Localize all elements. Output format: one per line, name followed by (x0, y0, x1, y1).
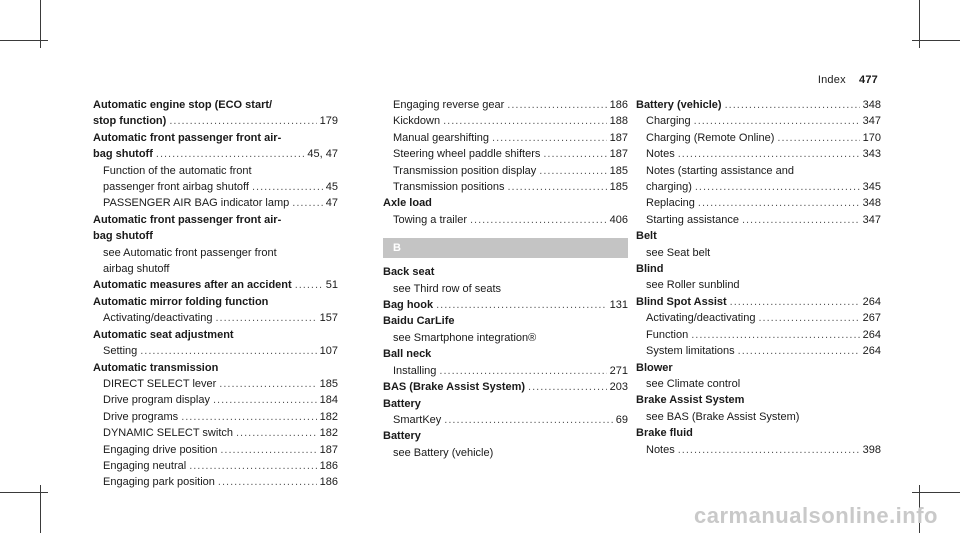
page-reference: 51 (325, 279, 338, 292)
entry-text: Activating/deactivating (103, 312, 213, 325)
index-subentry (636, 163, 881, 196)
entry-text: DYNAMIC SELECT switch (103, 427, 233, 440)
page-reference: 182 (319, 427, 338, 440)
entry-text: airbag shutoff (103, 263, 170, 276)
entry-text: passenger front airbag shutoff (103, 181, 249, 194)
index-subentry (93, 425, 338, 441)
entry-text: Belt (636, 230, 657, 243)
page-reference: 271 (609, 364, 628, 377)
dot-leader (678, 146, 860, 162)
entry-text: bag shutoff (93, 148, 153, 161)
index-subentry (383, 97, 628, 113)
entry-text: Back seat (383, 266, 435, 279)
entry-text: Battery (vehicle) (636, 99, 722, 111)
index-subentry (93, 163, 338, 196)
page-header (818, 74, 878, 86)
page-reference: 184 (319, 394, 338, 407)
entry-text: Blind (636, 263, 664, 276)
entry-text: System limitations (646, 345, 735, 358)
dot-leader (181, 409, 316, 425)
entry-text: see Automatic front passenger front (103, 246, 277, 259)
dot-leader (539, 163, 606, 179)
index-subentry (636, 327, 881, 343)
entry-text: see Roller sunblind (646, 279, 740, 292)
page-reference: 179 (319, 115, 338, 128)
dot-leader (169, 113, 316, 129)
entry-text: charging) (646, 181, 692, 194)
page-reference: 188 (609, 115, 628, 128)
entry-text: Blower (636, 361, 673, 374)
entry-text: stop function) (93, 115, 167, 128)
dot-leader (236, 425, 317, 441)
page-reference: 185 (319, 377, 338, 390)
entry-text: Baidu CarLife (383, 315, 455, 328)
page-reference: 398 (862, 443, 881, 456)
page-reference: 348 (862, 197, 881, 210)
dot-leader (742, 212, 860, 228)
page-reference: 45 (325, 181, 338, 194)
page-reference: 187 (319, 443, 338, 456)
dot-leader (252, 179, 323, 195)
index-entry (93, 327, 338, 343)
dot-leader (725, 97, 860, 113)
page-reference: 69 (615, 413, 628, 426)
index-entry (93, 294, 338, 310)
entry-text: Manual gearshifting (393, 131, 490, 144)
dot-leader (443, 113, 607, 129)
dot-leader (738, 343, 860, 359)
page-reference: 187 (609, 148, 628, 161)
index-subentry (383, 412, 628, 428)
index-subentry (93, 474, 338, 490)
index-entry (383, 346, 628, 362)
index-subentry (636, 277, 881, 293)
index-entry (383, 379, 628, 395)
page-reference: 187 (609, 131, 628, 144)
index-entry (636, 261, 881, 277)
index-entry (93, 360, 338, 376)
dot-leader (691, 327, 859, 343)
index-subentry (383, 212, 628, 228)
crop-mark (912, 40, 960, 41)
index-subentry (93, 376, 338, 392)
entry-text: bag shutoff (93, 230, 153, 243)
dot-leader (219, 376, 316, 392)
page-reference: 348 (862, 99, 881, 111)
page-reference: 186 (319, 476, 338, 489)
index-entry (636, 294, 881, 310)
dot-leader (295, 277, 323, 293)
dot-leader (218, 474, 317, 490)
page-reference: 170 (862, 131, 881, 144)
dot-leader (695, 179, 860, 195)
index-entry (383, 396, 628, 412)
dot-leader (528, 379, 607, 395)
page-reference: 203 (609, 381, 628, 394)
entry-text: see BAS (Brake Assist System) (646, 410, 800, 423)
index-column-3 (636, 97, 881, 458)
page-reference: 47 (325, 197, 338, 210)
dot-leader (730, 294, 860, 310)
entry-text: SmartKey (393, 413, 442, 426)
dot-leader (678, 442, 860, 458)
dot-leader (507, 97, 606, 113)
entry-text: Engaging drive position (103, 443, 218, 456)
page-reference: 186 (609, 99, 628, 111)
index-entry (383, 195, 628, 211)
entry-text: Installing (393, 364, 437, 377)
entry-text: Function (646, 328, 689, 341)
entry-text: BAS (Brake Assist System) (383, 381, 526, 394)
dot-leader (758, 310, 859, 326)
page-reference: 264 (862, 345, 881, 358)
dot-leader (156, 146, 305, 162)
letter-section-header: B (383, 238, 628, 258)
entry-text: Automatic seat adjustment (93, 328, 234, 341)
page-reference: 264 (862, 328, 881, 341)
page-reference: 406 (609, 213, 628, 226)
index-subentry (93, 343, 338, 359)
crop-mark (0, 40, 48, 41)
dot-leader (543, 146, 606, 162)
entry-text: Engaging park position (103, 476, 215, 489)
entry-text: Axle load (383, 197, 432, 210)
entry-text: Steering wheel paddle shifters (393, 148, 541, 161)
entry-text: Bag hook (383, 299, 434, 312)
index-column-1 (93, 97, 338, 491)
entry-text: Starting assistance (646, 213, 739, 226)
entry-text: Engaging neutral (103, 459, 187, 472)
page-reference: 347 (862, 213, 881, 226)
entry-text: Notes (starting assistance and (646, 164, 794, 177)
page-reference: 45, 47 (307, 148, 338, 161)
entry-text: Transmission position display (393, 164, 537, 177)
index-subentry (636, 130, 881, 146)
page-reference: 345 (862, 181, 881, 194)
entry-text: see Seat belt (646, 246, 711, 259)
index-subentry (93, 195, 338, 211)
index-entry (383, 297, 628, 313)
index-entry (383, 264, 628, 280)
dot-leader (470, 212, 607, 228)
entry-text: Automatic mirror folding function (93, 295, 269, 308)
header-label: Index (817, 74, 846, 86)
index-entry (93, 212, 338, 245)
dot-leader (439, 363, 606, 379)
entry-text: Automatic transmission (93, 361, 219, 374)
entry-text: Function of the automatic front (103, 164, 252, 177)
entry-text: Automatic front passenger front air- (93, 131, 282, 144)
entry-text: see Third row of seats (393, 282, 502, 295)
index-entry (383, 428, 628, 444)
index-subentry (636, 343, 881, 359)
dot-leader (189, 458, 316, 474)
dot-leader (292, 195, 322, 211)
index-subentry (93, 409, 338, 425)
index-subentry (636, 409, 881, 425)
entry-text: Replacing (646, 197, 695, 210)
index-entry (93, 277, 338, 293)
index-column-2 (383, 97, 628, 461)
index-subentry (93, 442, 338, 458)
index-subentry (636, 146, 881, 162)
page-reference: 343 (862, 148, 881, 161)
entry-text: Activating/deactivating (646, 312, 756, 325)
page-reference: 131 (609, 299, 628, 312)
dot-leader (220, 442, 316, 458)
entry-text: Charging (Remote Online) (646, 131, 775, 144)
page-reference: 157 (319, 312, 338, 325)
index-subentry (383, 281, 628, 297)
entry-text: Ball neck (383, 348, 432, 361)
index-entry (636, 97, 881, 113)
entry-text: see Climate control (646, 377, 741, 390)
index-entry (636, 392, 881, 408)
entry-text: Brake fluid (636, 427, 693, 440)
index-entry (383, 313, 628, 329)
entry-text: Battery (383, 397, 421, 410)
entry-text: Notes (646, 443, 675, 456)
entry-text: see Smartphone integration® (393, 331, 537, 344)
page-reference: 185 (609, 164, 628, 177)
page-reference: 107 (319, 345, 338, 358)
entry-text: Brake Assist System (636, 394, 745, 407)
dot-leader (492, 130, 607, 146)
entry-text: DIRECT SELECT lever (103, 377, 217, 390)
entry-text: Engaging reverse gear (393, 99, 505, 111)
index-subentry (383, 363, 628, 379)
dot-leader (507, 179, 606, 195)
page-reference: 267 (862, 312, 881, 325)
index-subentry (636, 245, 881, 261)
page-number: 477 (859, 74, 878, 86)
index-subentry (383, 113, 628, 129)
index-subentry (93, 310, 338, 326)
entry-text: Battery (383, 430, 421, 443)
watermark: carmanualsonline.info (694, 503, 938, 528)
crop-mark (912, 492, 960, 493)
index-subentry (636, 310, 881, 326)
entry-text: Towing a trailer (393, 213, 467, 226)
entry-text: Drive program display (103, 394, 210, 407)
dot-leader (215, 310, 316, 326)
entry-text: Drive programs (103, 410, 179, 423)
page-reference: 186 (319, 459, 338, 472)
entry-text: Notes (646, 148, 675, 161)
index-subentry (383, 179, 628, 195)
index-entry (636, 360, 881, 376)
dot-leader (436, 297, 607, 313)
page-reference: 182 (319, 410, 338, 423)
index-subentry (636, 376, 881, 392)
page-reference: 264 (862, 295, 881, 308)
index-subentry (383, 330, 628, 346)
entry-text: Automatic front passenger front air- (93, 213, 282, 226)
index-entry (636, 425, 881, 441)
dot-leader (694, 113, 860, 129)
index-subentry (636, 195, 881, 211)
entry-text: PASSENGER AIR BAG indicator lamp (103, 197, 290, 210)
dot-leader (698, 195, 860, 211)
entry-text: Charging (646, 115, 691, 128)
dot-leader (140, 343, 316, 359)
dot-leader (777, 130, 859, 146)
index-subentry (383, 130, 628, 146)
page-reference: 185 (609, 181, 628, 194)
entry-text: Setting (103, 345, 138, 358)
index-subentry (383, 163, 628, 179)
index-subentry (636, 442, 881, 458)
index-entry (93, 130, 338, 163)
dot-leader (213, 392, 317, 408)
index-subentry (93, 245, 338, 278)
entry-text: Automatic engine stop (ECO start/ (93, 99, 273, 111)
entry-text: Blind Spot Assist (636, 295, 727, 308)
index-subentry (93, 458, 338, 474)
entry-text: see Battery (vehicle) (393, 446, 494, 459)
index-entry (636, 228, 881, 244)
index-subentry (636, 113, 881, 129)
index-subentry (93, 392, 338, 408)
index-entry (93, 97, 338, 130)
index-subentry (383, 146, 628, 162)
crop-mark (0, 492, 48, 493)
entry-text: Transmission positions (393, 181, 505, 194)
page-reference: 347 (862, 115, 881, 128)
dot-leader (444, 412, 612, 428)
index-subentry (636, 212, 881, 228)
entry-text: Automatic measures after an accident (93, 279, 292, 292)
index-subentry (383, 445, 628, 461)
entry-text: Kickdown (393, 115, 441, 128)
